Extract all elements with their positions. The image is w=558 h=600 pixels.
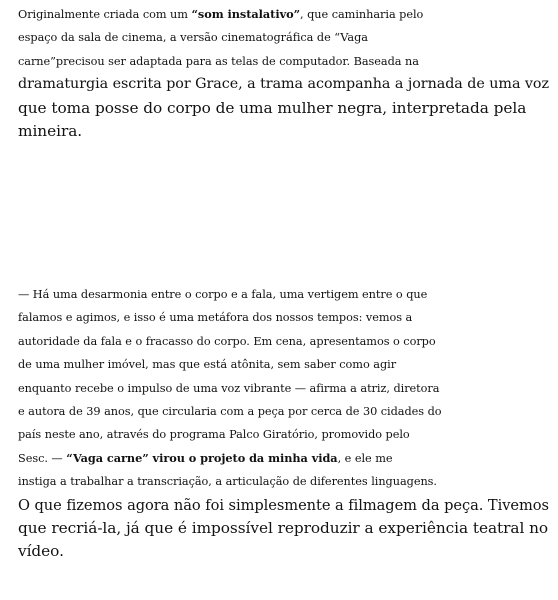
paragraph-line: que recriá-la, já que é impossível reproduzir a experiência teatral no <box>18 519 549 538</box>
bold-quote-som-instalativo: “som instalativo” <box>191 7 301 21</box>
paragraph-line: vídeo. <box>18 542 64 561</box>
bold-quote-vaga-carne: “Vaga carne” virou o projeto da minha vida <box>66 450 338 465</box>
paragraph-intro <box>18 3 549 143</box>
paragraph-line: de uma mulher imóvel, mas que está atônita, sem saber como agir <box>18 358 397 372</box>
paragraph-line: autoridade da fala e o fracasso do corpo. Em cena, apresentamos o corpo <box>18 334 436 348</box>
paragraph-line <box>18 447 549 470</box>
paragraph-line: que toma posse do corpo de uma mulher negra, interpretada pela <box>18 98 527 117</box>
paragraph-line: — Há uma desarmonia entre o corpo e a fala, uma vertigem entre o que <box>18 288 428 301</box>
text-run: Originalmente criada com um <box>18 8 192 21</box>
paragraph-line: espaço da sala de cinema, a versão cinematográfica de “Vaga <box>18 31 368 45</box>
paragraph-line: país neste ano, através do programa Palco Giratório, promovido pelo <box>18 428 410 442</box>
text-run: , que caminharia pelo <box>300 8 424 21</box>
paragraph-line: instiga a trabalhar a transcriação, a articulação de diferentes linguagens. <box>18 475 437 489</box>
text-run: Sesc. — <box>18 451 67 465</box>
paragraph-line: enquanto recebe o impulso de uma voz vibrante — afirma a atriz, diretora <box>18 381 440 395</box>
paragraph-line: O que fizemos agora não foi simplesmente a filmagem da peça. Tivemos <box>18 496 549 514</box>
paragraph-line: carne”precisou ser adaptada para as telas de computador. Baseada na <box>18 54 419 68</box>
paragraph-quote <box>18 283 549 564</box>
paragraph-line: mineira. <box>18 122 83 141</box>
paragraph-line <box>18 3 549 26</box>
paragraph-line: e autora de 39 anos, que circularia com a peça por cerca de 30 cidades do <box>18 405 442 419</box>
paragraph-line: falamos e agimos, e isso é uma metáfora dos nossos tempos: vemos a <box>18 311 413 325</box>
text-run: , e ele me <box>337 451 393 465</box>
paragraph-line: dramaturgia escrita por Grace, a trama acompanha a jornada de uma voz <box>18 76 549 93</box>
